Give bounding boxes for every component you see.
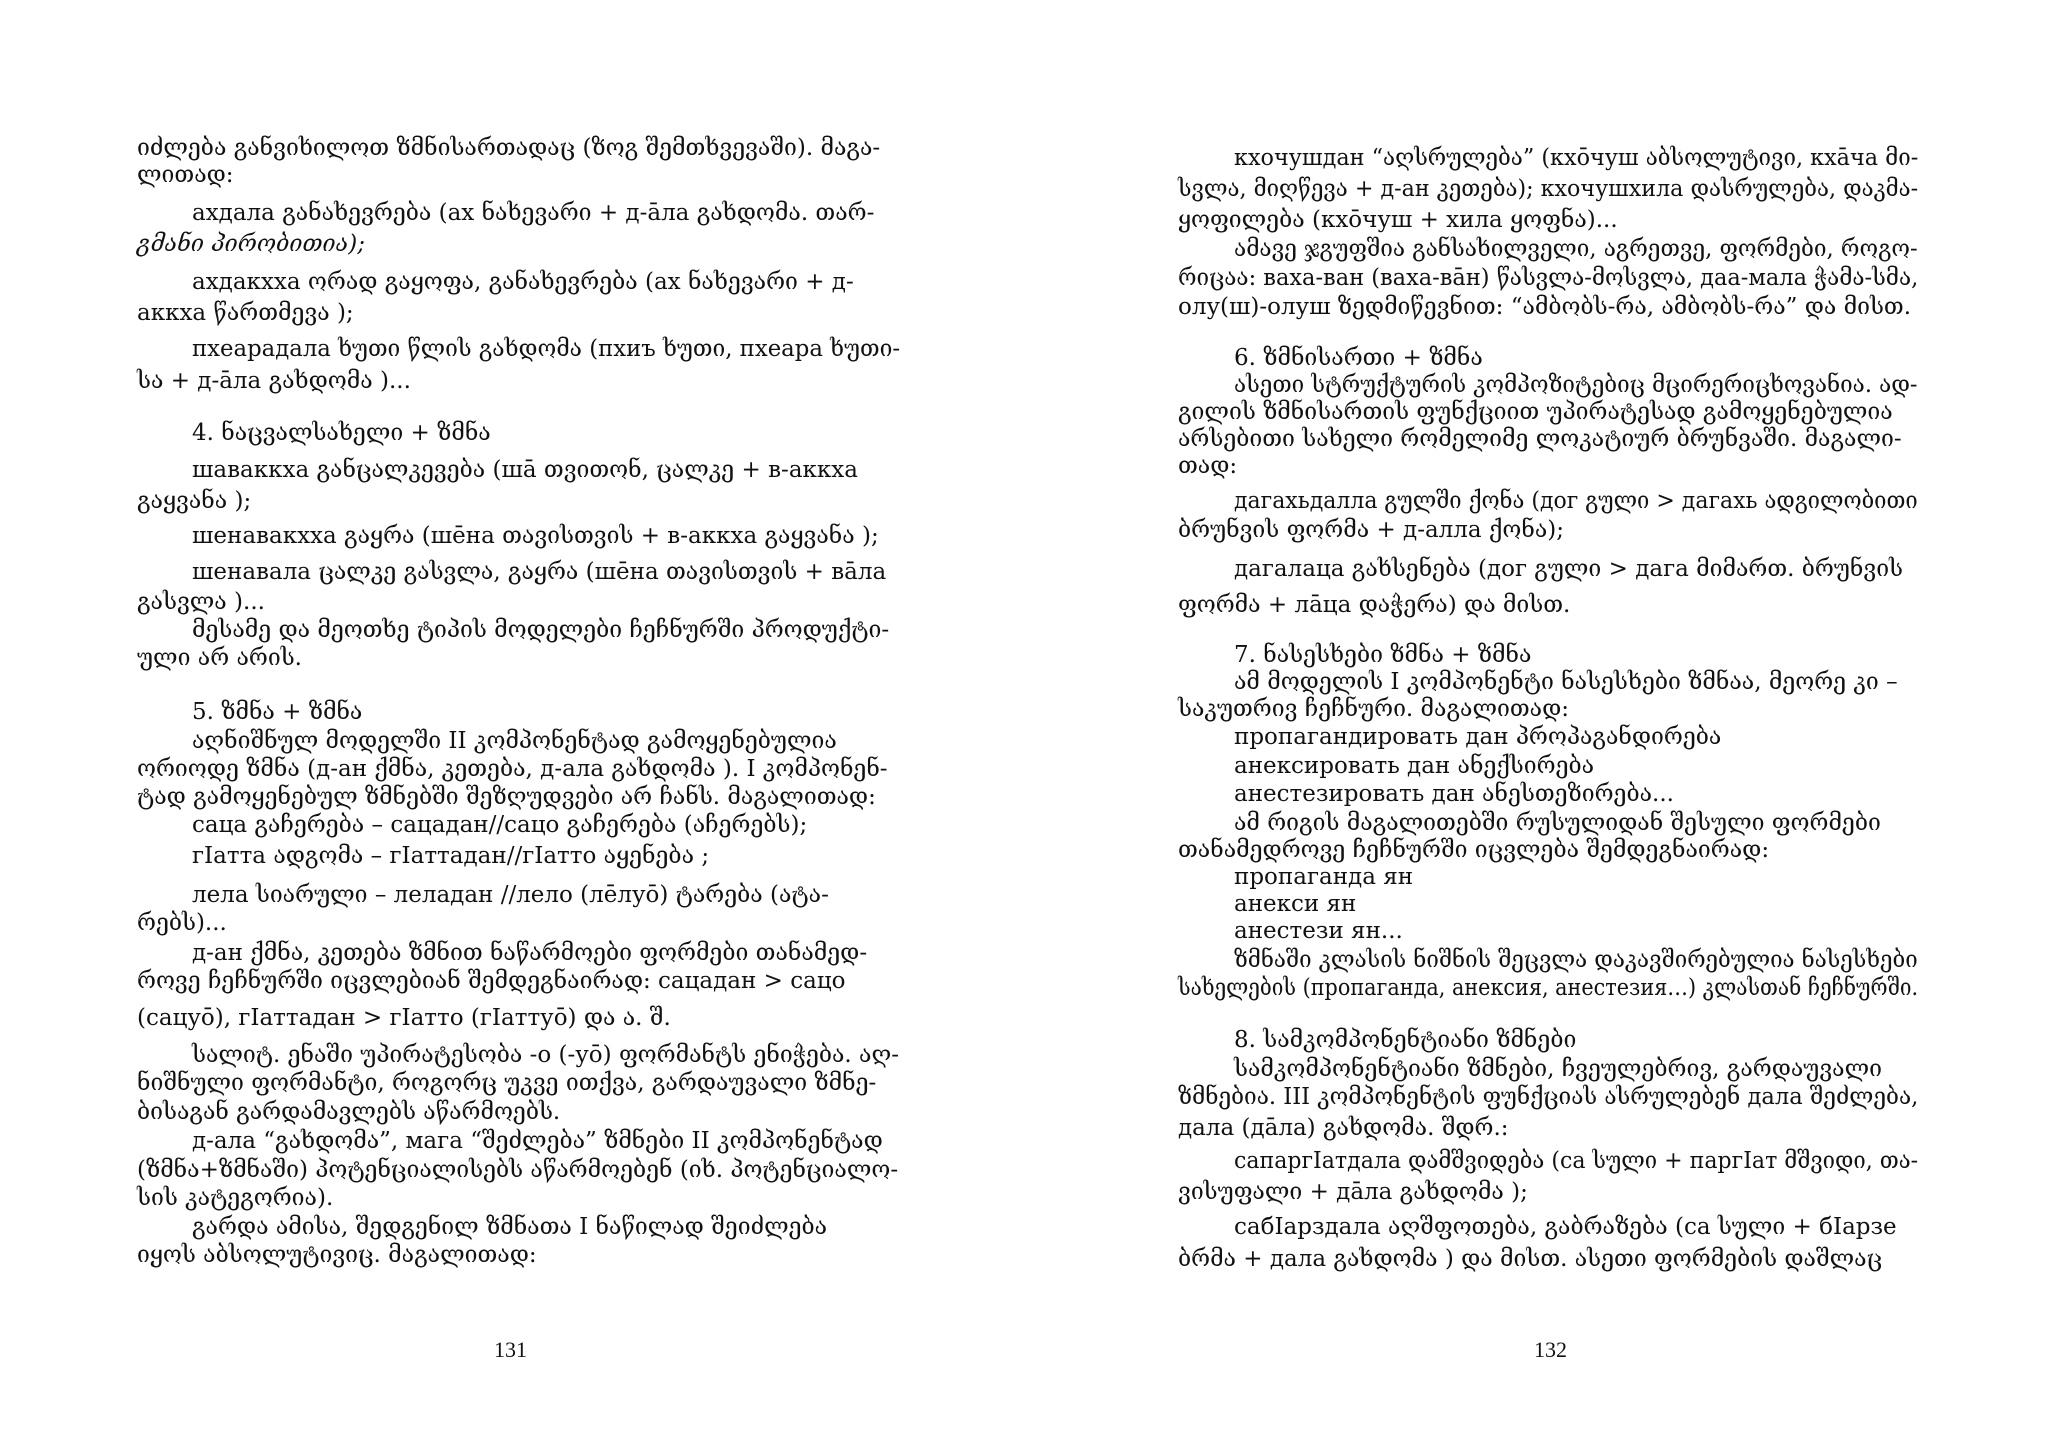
- text-line: გაყვანა );: [137, 488, 252, 514]
- text-line: анексировать дан ანექსირება: [1234, 753, 1595, 779]
- text-line: ვისუფალი + дāла გახდომა );: [1178, 1179, 1528, 1205]
- section-heading: 5. ზმნა + ზმნა: [192, 699, 363, 725]
- text-line: ამავე ჯგუფშია განსახილველი, აგრეთვე, ფორმები, როგო-: [1234, 236, 1918, 262]
- text-line: шенавала ცალკე გასვლა, გაყრა (шēна თავისთვის + вāла: [192, 559, 887, 585]
- text-line: არსებითი სახელი რომელიმე ლოკატიურ ბრუნვაში. მაგალი-: [1178, 426, 1902, 452]
- text-line: ზმნებია. III კომპონენტის ფუნქციას ასრულებენ дала შეძლება,: [1178, 1084, 1919, 1110]
- text-line: ული არ არის.: [137, 645, 302, 671]
- text-line: სა + д-āла გახდომა )...: [137, 368, 411, 394]
- text-line: шаваккха განცალკევება (шā თვითონ, ცალკე + в-аккха: [192, 457, 858, 483]
- section-heading: 7. ნასესხები ზმნა + ზმნა: [1234, 642, 1532, 668]
- section-heading: 6. ზმნისართი + ზმნა: [1234, 345, 1483, 371]
- text-line: გარდა ამისა, შედგენილ ზმნათა I ნაწილად შეიძლება: [192, 1214, 828, 1240]
- text-line: რებს)...: [137, 910, 227, 936]
- text-line: д-ала “გახდომა”, мага “შეძლება” ზმნები II კომპონენტად: [192, 1128, 883, 1154]
- text-line: сабIарздала აღშფოთება, გაბრაზება (са სული + бIарзе: [1234, 1214, 1897, 1240]
- section-heading: 4. ნაცვალსახელი + ზმნა: [192, 420, 491, 446]
- text-line: ამ რიგის მაგალითებში რუსულიდან შესული ფორმები: [1234, 810, 1881, 836]
- text-line: саца გაჩერება – сацадан//сацо გაჩერება (აჩერებს);: [192, 812, 808, 838]
- text-line: აღნიშნულ მოდელში II კომპონენტად გამოყენებულია: [192, 728, 837, 754]
- text-line: д-ан ქმნა, კეთება ზმნით ნაწარმოები ფორმები თანამედ-: [192, 940, 868, 966]
- text-line: გმანი პირობითია);: [137, 231, 366, 257]
- text-line: სალიტ. ენაში უპირატესობა -о (-уō) ფორმანტს ენიჭება. აღ-: [192, 1042, 899, 1068]
- text-line: იყოს აბსოლუტივიც. მაგალითად:: [137, 1242, 537, 1268]
- text-line: лела სიარული – леладан //лело (лēлуō) ტარება (ატა-: [192, 882, 829, 908]
- text-line: სვლა, მიღწევა + д-ан კეთება); кхочушхила დასრულება, დაკმა-: [1178, 176, 1919, 202]
- text-line: ზმნაში კლასის ნიშნის შეცვლა დაკავშირებულია ნასესხები: [1234, 947, 1918, 973]
- text-line: რიცაა: ваха-ван (ваха-вāн) წასვლა-მოსვლა, даа-мала ჭამა-სმა,: [1178, 265, 1919, 291]
- text-line: дагалаца გახსენება (дог გული > дага მიმართ. ბრუნვის: [1234, 556, 1904, 582]
- text-line: იძლება განვიხილოთ ზმნისართადაც (ზოგ შემთხვევაში). მაგა-: [137, 135, 881, 161]
- text-line: пропагандировать дан პროპაგანდირება: [1234, 724, 1722, 750]
- text-line: ყოფილება (кхōчуш + хила ყოფნა)...: [1178, 207, 1618, 233]
- text-line: анестези ян...: [1234, 918, 1403, 944]
- text-line: шенавакхха გაყრა (шēна თავისთვის + в-аккха გაყვანა );: [192, 523, 879, 549]
- text-line: анестезировать дан ანესთეზირება...: [1234, 781, 1674, 807]
- text-line: пхеарадала ხუთი წლის გახდომა (пхиъ ხუთი, пхеара ხუთი-: [192, 336, 901, 362]
- text-line: თანამედროვე ჩეჩნურში იცვლება შემდეგნაირად:: [1178, 837, 1770, 863]
- page-number: 131: [494, 1337, 527, 1362]
- text-line: ნიშნული ფორმანტი, როგორც უკვე ითქვა, გარდაუვალი ზმნე-: [137, 1070, 877, 1096]
- text-line: როვე ჩეჩნურში იცვლებიან შემდეგნაირად: сацадан > сацо: [137, 968, 846, 994]
- text-line: кхочушдан “აღსრულება” (кхōчуш აბსოლუტივი, кхāча მი-: [1234, 145, 1919, 171]
- text-line: ფორმა + лāца დაჭერა) და მისთ.: [1178, 592, 1571, 618]
- text-line: олу(ш)-олуш ზედმიწევნით: “ამბობს-რა, ამბობს-რა” და მისთ.: [1178, 294, 1912, 320]
- text-line: дала (дāла) გახდომა. შდრ.:: [1178, 1115, 1509, 1141]
- section-heading: 8. სამკომპონენტიანი ზმნები: [1234, 1027, 1577, 1053]
- text-line: ахдакхха ორად გაყოფა, განახევრება (ах ნახევარი + д-: [192, 269, 854, 295]
- text-line: сапаргIатдала დამშვიდება (са სული + паргIат მშვიდი, თა-: [1234, 1148, 1919, 1174]
- text-line: მესამე და მეოთხე ტიპის მოდელები ჩეჩნურში პროდუქტი-: [192, 617, 890, 643]
- text-line: სის კატეგორია).: [137, 1185, 334, 1211]
- text-line: თად:: [1178, 453, 1238, 479]
- text-line: ахдала განახევრება (ах ნახევარი + д-āла გახდომა. თარ-: [192, 200, 875, 226]
- text-line: საკუთრივ ჩეჩნური. მაგალითად:: [1178, 696, 1569, 722]
- text-line: ბრმა + дала გახდომა ) და მისთ. ასეთი ფორმების დაშლაც: [1178, 1246, 1883, 1272]
- text-line: გილის ზმნისართის ფუნქციით უპირატესად გამოყენებულია: [1178, 399, 1893, 425]
- text-line: ორიოდე ზმნა (д-ан ქმნა, კეთება, д-ала გახდომა ). I კომპონენ-: [137, 756, 888, 782]
- text-line: ამ მოდელის I კომპონენტი ნასესხები ზმნაა, მეორე კი –: [1234, 669, 1898, 695]
- text-line: სამკომპონენტიანი ზმნები, ჩვეულებრივ, გარდაუვალი: [1234, 1056, 1882, 1082]
- text-line: გასვლა )...: [137, 589, 265, 615]
- text-line: ტად გამოყენებულ ზმნებში შეზღუდვები არ ჩანს. მაგალითად:: [137, 784, 876, 810]
- text-line: ბრუნვის ფორმა + д-алла ქონა);: [1178, 517, 1564, 543]
- text-line: ასეთი სტრუქტურის კომპოზიტებიც მცირერიცხოვანია. ად-: [1234, 372, 1918, 398]
- text-line: аккха წართმევა );: [137, 300, 354, 326]
- text-line: (ზმნა+ზმნაში) პოტენციალისებს აწარმოებენ (იხ. პოტენციალო-: [137, 1157, 899, 1183]
- text-line: ბისაგან გარდამავლებს აწარმოებს.: [137, 1099, 561, 1125]
- page-number: 132: [1534, 1337, 1567, 1362]
- right-page: [1024, 0, 2048, 1447]
- text-line: пропаганда ян: [1234, 864, 1414, 890]
- text-line: анекси ян: [1234, 891, 1357, 917]
- text-line: (сацуō), гIаттадан > гIатто (гIаттуō) და ა. შ.: [137, 1005, 671, 1031]
- text-line: ლითად:: [137, 162, 234, 188]
- text-line: სახელების (пропаганда, анексия, анестезия…) კლასთან ჩეჩნურში.: [1178, 975, 1919, 1001]
- text-line: гIатта ადგომა – гIаттадан//гIатто აყენება ;: [192, 843, 710, 869]
- text-line: дагахьдалла გულში ქონა (дог გული > дагахь ადგილობითი: [1234, 488, 1918, 514]
